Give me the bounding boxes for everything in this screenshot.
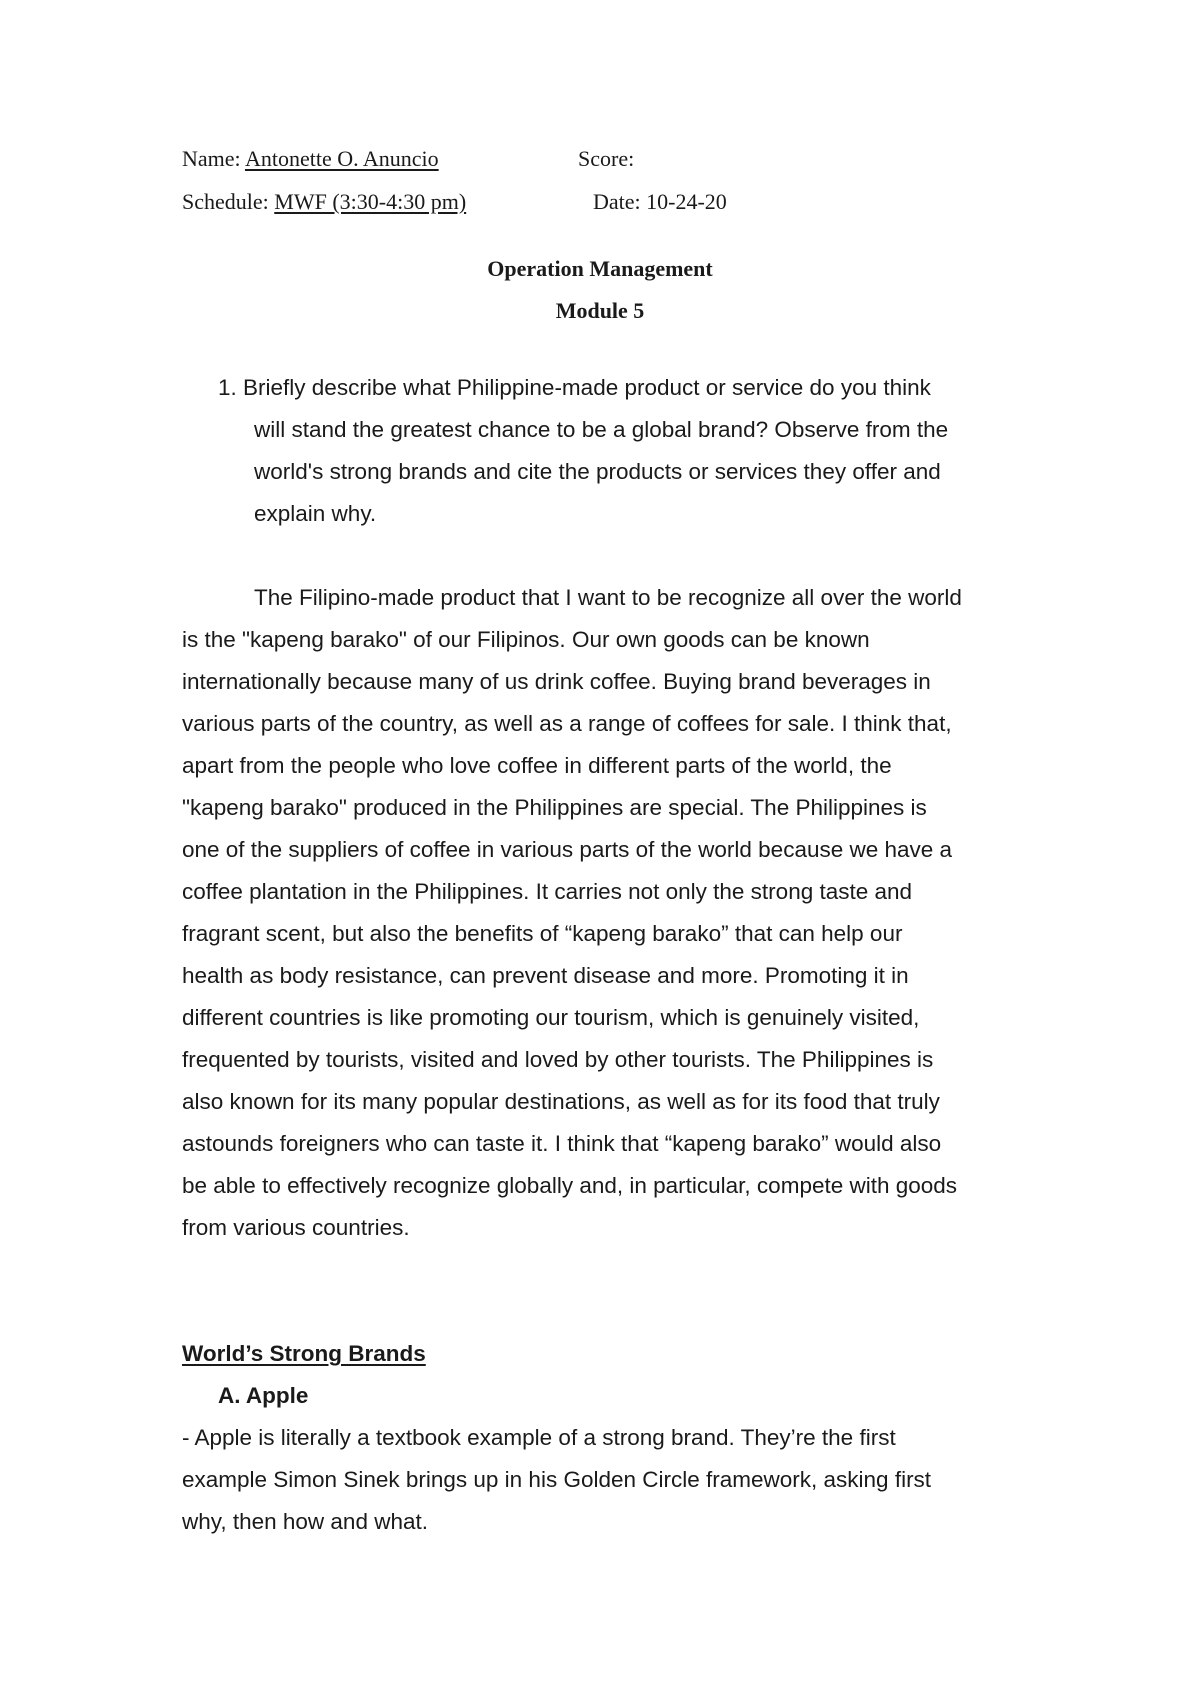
answer-line: is the "kapeng barako" of our Filipinos. Our own goods can be known — [182, 627, 870, 652]
answer-line: fragrant scent, but also the benefits of “kapeng barako” that can help our — [182, 921, 903, 946]
question-line-1 — [218, 375, 931, 401]
answer-line: "kapeng barako" produced in the Philippines are special. The Philippines is — [182, 795, 927, 820]
date-row — [593, 189, 727, 215]
answer-line: The Filipino-made product that I want to be recognize all over the world — [254, 585, 962, 610]
schedule-label: Schedule: — [182, 189, 269, 214]
answer-line: be able to effectively recognize globally and, in particular, compete with goods — [182, 1173, 958, 1198]
course-title: Operation Management — [487, 256, 713, 281]
answer-line: also known for its many popular destinations, as well as for its food that truly — [182, 1089, 940, 1114]
answer-line: astounds foreigners who can taste it. I think that “kapeng barako” would also — [182, 1131, 942, 1156]
question-line-4: explain why. — [254, 501, 377, 526]
answer-line: from various countries. — [182, 1215, 410, 1240]
question-number: 1. — [218, 375, 237, 400]
brands-heading: World’s Strong Brands — [182, 1341, 426, 1366]
answer-line: frequented by tourists, visited and loved by other tourists. The Philippines is — [182, 1047, 934, 1072]
name-label: Name: — [182, 146, 241, 171]
module-title: Module 5 — [555, 298, 645, 323]
answer-line: coffee plantation in the Philippines. It carries not only the strong taste and — [182, 879, 913, 904]
score-row — [578, 146, 634, 172]
question-line-3: world's strong brands and cite the products or services they offer and — [254, 459, 941, 484]
answer-line: various parts of the country, as well as a range of coffees for sale. I think that, — [182, 711, 952, 736]
name-row — [182, 146, 439, 172]
brand-a-line: why, then how and what. — [182, 1509, 428, 1534]
question-line-2: will stand the greatest chance to be a global brand? Observe from the — [254, 417, 949, 442]
brand-a-line: example Simon Sinek brings up in his Golden Circle framework, asking first — [182, 1467, 932, 1492]
name-value: Antonette O. Anuncio — [244, 146, 439, 171]
answer-line: internationally because many of us drink coffee. Buying brand beverages in — [182, 669, 931, 694]
brand-a-title: A. Apple — [218, 1383, 309, 1408]
brand-a-line: - Apple is literally a textbook example of a strong brand. They’re the first — [182, 1425, 896, 1450]
question-text-1: Briefly describe what Philippine-made product or service do you think — [243, 375, 931, 400]
schedule-row — [182, 189, 466, 215]
date-label: Date: — [593, 189, 641, 214]
answer-line: apart from the people who love coffee in different parts of the world, the — [182, 753, 892, 778]
answer-line: one of the suppliers of coffee in various parts of the world because we have a — [182, 837, 953, 862]
score-label: Score: — [578, 146, 635, 171]
date-value: 10-24-20 — [646, 189, 727, 214]
answer-line: different countries is like promoting our tourism, which is genuinely visited, — [182, 1005, 920, 1030]
answer-line: health as body resistance, can prevent disease and more. Promoting it in — [182, 963, 909, 988]
schedule-value: MWF (3:30-4:30 pm) — [274, 189, 467, 214]
